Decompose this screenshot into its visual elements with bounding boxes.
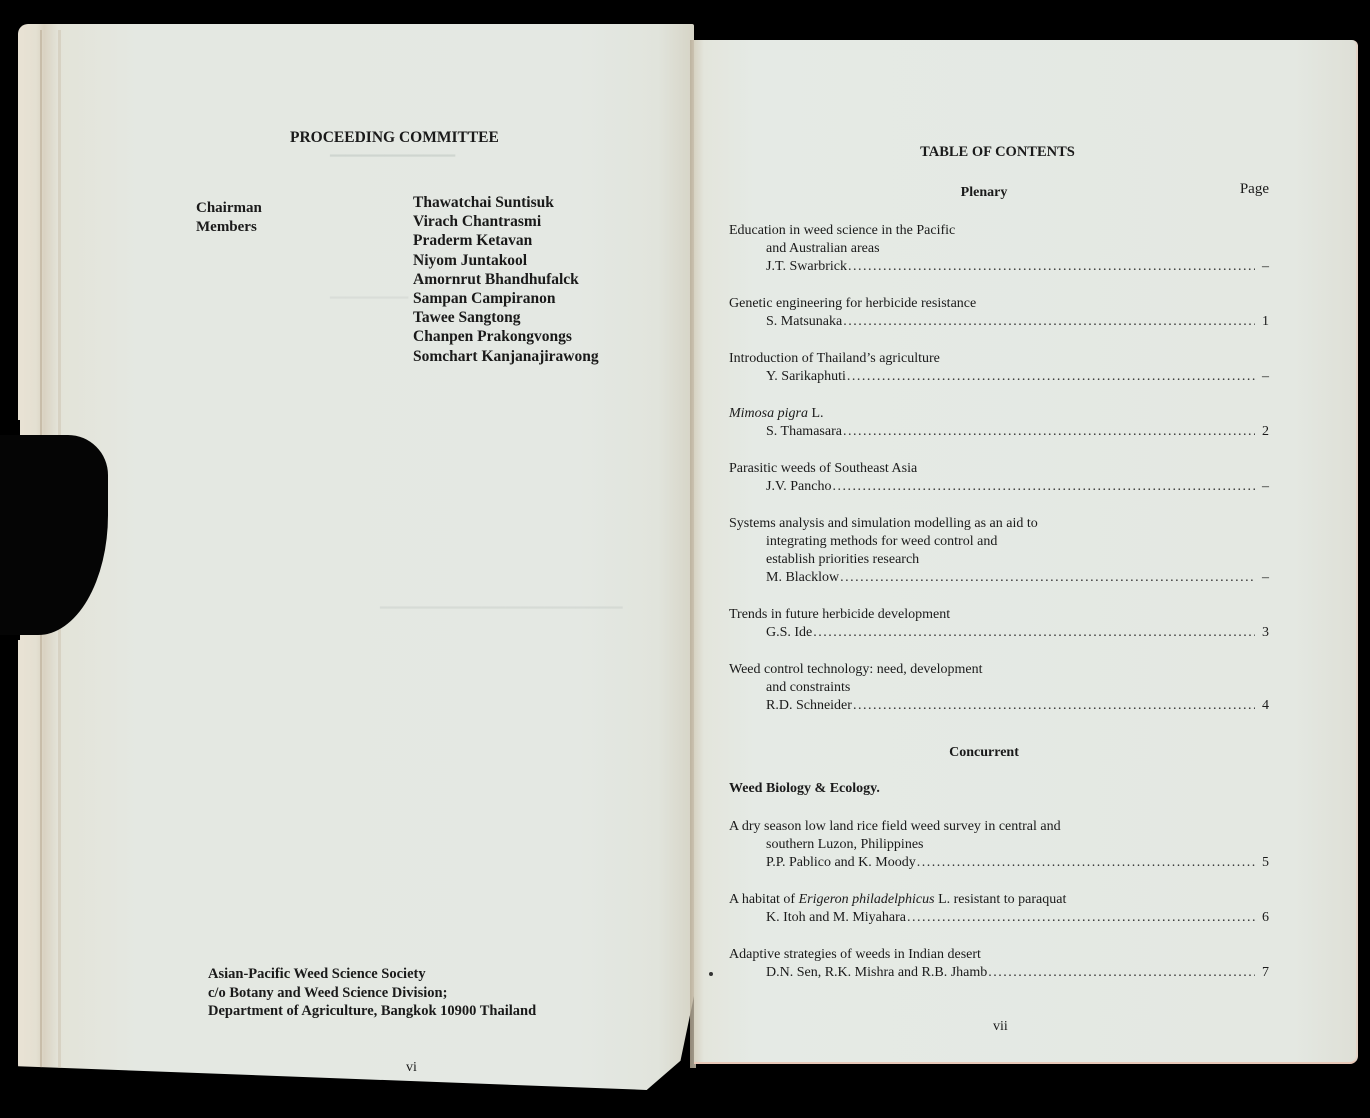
entry-page: 4 xyxy=(1262,698,1269,713)
toc-entry[interactable] xyxy=(729,661,1269,715)
toc-entry[interactable] xyxy=(729,405,1269,441)
toc-entry[interactable] xyxy=(729,946,1269,982)
member-name: Niyom Juntakool xyxy=(413,251,528,269)
section-heading-plenary: Plenary xyxy=(960,185,1008,200)
show-through-text: ━━━━━━━━━━━━━━━━━━━━━━━━━━━━━━━ xyxy=(380,600,623,615)
address-line: Asian-Pacific Weed Science Society xyxy=(208,966,426,982)
table-of-contents xyxy=(729,143,1269,982)
toc-entry[interactable] xyxy=(729,515,1269,587)
entry-page: 5 xyxy=(1262,855,1269,870)
left-page xyxy=(18,24,694,1104)
member-name: Chanpen Prakongvongs xyxy=(413,328,572,346)
species-name: Mimosa pigra xyxy=(729,406,808,421)
toc-entry[interactable] xyxy=(729,350,1269,386)
toc-entry[interactable] xyxy=(729,606,1269,642)
society-address xyxy=(208,965,536,1021)
subsection-heading: Weed Biology & Ecology. xyxy=(729,781,880,796)
entry-page: – xyxy=(1262,479,1269,494)
entry-title: A dry season low land rice field weed survey in central and xyxy=(729,819,1061,834)
plenary-header xyxy=(729,181,1269,202)
address-line: c/o Botany and Weed Science Division; xyxy=(208,984,448,1001)
page-number-left: vi xyxy=(406,1060,417,1075)
entry-authors: S. Thamasara xyxy=(766,424,842,439)
toc-entry[interactable] xyxy=(729,222,1269,276)
entry-title: and Australian areas xyxy=(766,241,880,256)
dot-leader xyxy=(847,368,1255,386)
dot-leader xyxy=(988,964,1255,982)
dot-leader xyxy=(853,697,1255,715)
member-name: Praderm Ketavan xyxy=(413,232,533,250)
entry-authors: G.S. Ide xyxy=(766,625,813,640)
entry-title: establish priorities research xyxy=(766,552,920,567)
dot-leader xyxy=(832,478,1255,496)
section-heading-concurrent: Concurrent xyxy=(949,745,1019,760)
entry-title-rest: L. xyxy=(807,406,824,421)
dot-leader xyxy=(840,569,1255,587)
species-name: Erigeron philadelphicus xyxy=(798,892,935,907)
entry-title-post: L. resistant to paraquat xyxy=(934,892,1067,907)
entry-title: Systems analysis and simulation modelling as an aid to xyxy=(729,516,1038,531)
show-through-text: ━━━━━━━━━━ xyxy=(330,290,409,305)
role-chairman: Chairman xyxy=(196,200,262,216)
member-name: Thawatchai Suntisuk xyxy=(413,194,554,211)
entry-title: Education in weed science in the Pacific xyxy=(729,223,956,238)
entry-page: – xyxy=(1262,259,1269,274)
show-through-text: ━━━━━━━━━━━━━━━━ xyxy=(330,148,456,163)
address-line: Department of Agriculture, Bangkok 10900 Thailand xyxy=(208,1003,537,1019)
entry-page: – xyxy=(1262,369,1269,384)
entry-title: Introduction of Thailand’s agriculture xyxy=(729,351,940,366)
dot-leader xyxy=(848,258,1255,276)
entry-title: Trends in future herbicide development xyxy=(729,607,951,622)
toc-entry[interactable] xyxy=(729,460,1269,496)
dot-leader xyxy=(917,854,1255,872)
page-column-label: Page xyxy=(1239,181,1269,197)
member-name: Virach Chantrasmi xyxy=(413,213,542,231)
toc-title: TABLE OF CONTENTS xyxy=(920,144,1075,160)
toc-entry[interactable] xyxy=(729,891,1269,927)
entry-authors: P.P. Pablico and K. Moody xyxy=(766,855,916,870)
dot-leader xyxy=(843,423,1255,441)
entry-authors: D.N. Sen, R.K. Mishra and R.B. Jhamb xyxy=(766,965,988,980)
entry-page: 3 xyxy=(1262,625,1269,640)
dot-leader xyxy=(907,909,1255,927)
entry-title: integrating methods for weed control and xyxy=(766,534,998,549)
page-number-right: vii xyxy=(993,1019,1008,1034)
entry-title xyxy=(729,405,1269,423)
dot-leader xyxy=(813,624,1255,642)
entry-authors: S. Matsunaka xyxy=(766,314,843,329)
entry-title xyxy=(729,891,1269,909)
committee-title: PROCEEDING COMMITTEE xyxy=(290,129,499,146)
member-name: Tawee Sangtong xyxy=(413,309,521,327)
entry-title: Genetic engineering for herbicide resistance xyxy=(729,296,977,311)
entry-page: – xyxy=(1262,570,1269,585)
entry-authors: K. Itoh and M. Miyahara xyxy=(766,910,906,925)
committee-roles xyxy=(196,199,262,237)
entry-title: Weed control technology: need, development xyxy=(729,662,983,677)
entry-title: Adaptive strategies of weeds in Indian desert xyxy=(729,947,981,962)
entry-authors: J.T. Swarbrick xyxy=(766,259,847,274)
ink-speck xyxy=(709,972,713,976)
entry-page: 7 xyxy=(1262,965,1269,980)
role-members: Members xyxy=(196,219,257,235)
entry-authors: M. Blacklow xyxy=(766,570,840,585)
entry-title-pre: A habitat of xyxy=(729,892,799,907)
member-name: Sampan Campiranon xyxy=(413,290,556,308)
entry-title: and constraints xyxy=(766,680,851,695)
entry-authors: R.D. Schneider xyxy=(766,698,852,713)
entry-page: 6 xyxy=(1262,910,1269,925)
toc-entry[interactable] xyxy=(729,295,1269,331)
toc-entry[interactable] xyxy=(729,818,1269,872)
entry-authors: Y. Sarikaphuti xyxy=(766,369,846,384)
committee-members-list xyxy=(413,193,599,366)
entry-title: Parasitic weeds of Southeast Asia xyxy=(729,461,918,476)
entry-page: 2 xyxy=(1262,424,1269,439)
member-name: Amornrut Bhandhufalck xyxy=(413,270,579,288)
entry-page: 1 xyxy=(1262,314,1269,329)
dot-leader xyxy=(843,313,1255,331)
entry-title: southern Luzon, Philippines xyxy=(766,837,924,852)
entry-authors: J.V. Pancho xyxy=(766,479,832,494)
member-name: Somchart Kanjanajirawong xyxy=(413,347,599,365)
